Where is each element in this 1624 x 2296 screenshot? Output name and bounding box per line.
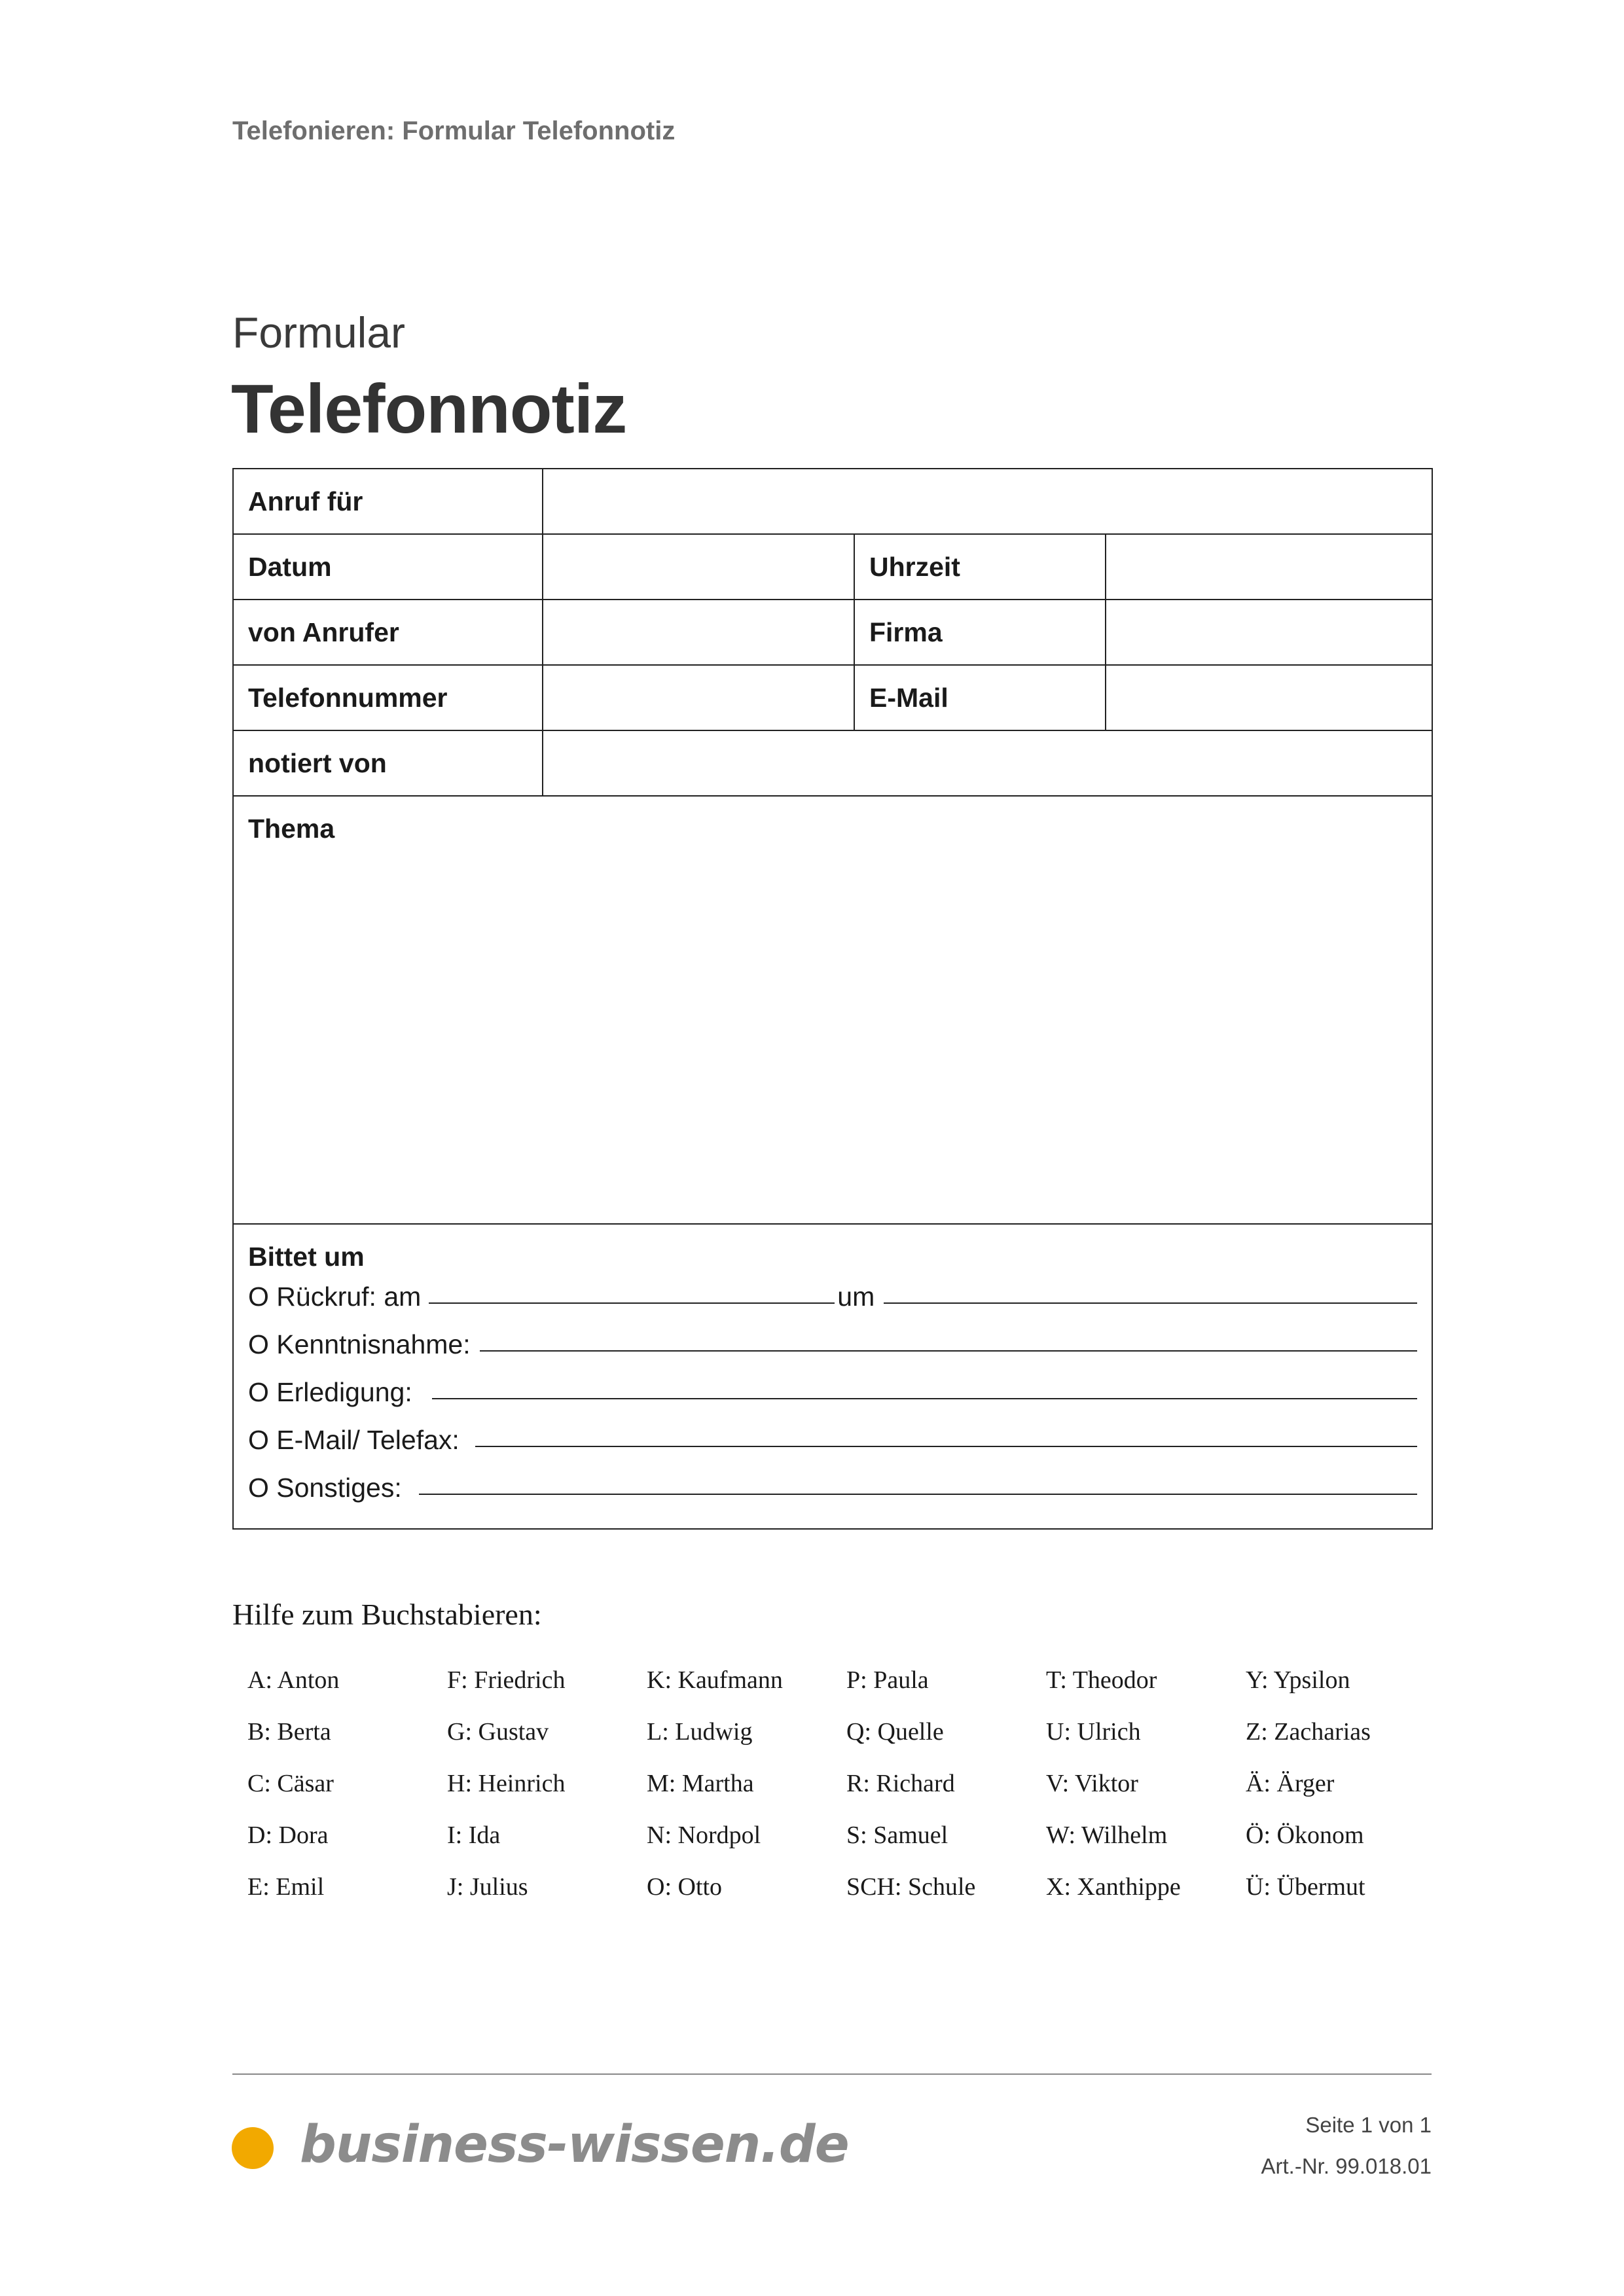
- bittet-um-label: Bittet um: [248, 1242, 365, 1272]
- rueckruf-um-label: um: [837, 1282, 875, 1312]
- sonstiges-line[interactable]: [419, 1473, 1417, 1495]
- telefonnotiz-form: [232, 468, 1433, 1530]
- spelling-entry: Q: Quelle: [846, 1718, 944, 1746]
- firma-field[interactable]: [1106, 600, 1432, 665]
- spelling-entry: J: Julius: [447, 1873, 528, 1901]
- rueckruf-time-line[interactable]: [884, 1282, 1417, 1304]
- spelling-entry: Ü: Übermut: [1246, 1873, 1365, 1901]
- spelling-alphabet-grid: [247, 1666, 1445, 1924]
- spelling-entry: Y: Ypsilon: [1246, 1666, 1350, 1694]
- option-sonstiges[interactable]: [248, 1473, 1417, 1520]
- footer-divider: [232, 2073, 1432, 2075]
- spelling-entry: L: Ludwig: [647, 1718, 753, 1746]
- spelling-entry: N: Nordpol: [647, 1821, 761, 1849]
- spelling-entry: Ä: Ärger: [1246, 1770, 1335, 1797]
- kenntnisnahme-line[interactable]: [480, 1329, 1417, 1352]
- page-number: Seite 1 von 1: [1305, 2113, 1432, 2137]
- spelling-entry: F: Friedrich: [447, 1666, 566, 1694]
- telefonnummer-label: Telefonnummer: [233, 665, 543, 730]
- logo-text: business-wissen.de: [300, 2115, 849, 2174]
- option-erledigung[interactable]: [248, 1377, 1417, 1425]
- uhrzeit-label: Uhrzeit: [854, 534, 1106, 600]
- telefonnummer-field[interactable]: [543, 665, 854, 730]
- document-subtitle: Formular: [232, 308, 406, 357]
- spelling-entry: M: Martha: [647, 1770, 754, 1797]
- email-field[interactable]: [1106, 665, 1432, 730]
- spelling-entry: I: Ida: [447, 1821, 501, 1849]
- spelling-entry: B: Berta: [247, 1718, 331, 1746]
- spelling-entry: E: Emil: [247, 1873, 325, 1901]
- email-telefax-line[interactable]: [475, 1425, 1417, 1447]
- spelling-entry: SCH: Schule: [846, 1873, 976, 1901]
- spelling-entry: D: Dora: [247, 1821, 329, 1849]
- spelling-entry: R: Richard: [846, 1770, 955, 1797]
- form-row-bittet-um: [233, 1224, 1432, 1529]
- spelling-entry: V: Viktor: [1046, 1770, 1138, 1797]
- erledigung-label: O Erledigung:: [248, 1377, 412, 1407]
- spelling-entry: C: Cäsar: [247, 1770, 334, 1797]
- spelling-entry: A: Anton: [247, 1666, 340, 1694]
- form-row-datum: [233, 534, 1432, 600]
- form-row-thema: [233, 796, 1432, 1224]
- spelling-help-title: Hilfe zum Buchstabieren:: [232, 1598, 542, 1631]
- von-anrufer-label: von Anrufer: [233, 600, 543, 665]
- bittet-um-section: [233, 1224, 1432, 1529]
- spelling-entry: U: Ulrich: [1046, 1718, 1141, 1746]
- firma-label: Firma: [854, 600, 1106, 665]
- spelling-entry: W: Wilhelm: [1046, 1821, 1168, 1849]
- email-telefax-label: O E-Mail/ Telefax:: [248, 1425, 460, 1455]
- erledigung-line[interactable]: [432, 1377, 1417, 1399]
- logo-dot-icon: [232, 2127, 274, 2169]
- form-row-anrufer: [233, 600, 1432, 665]
- notiert-von-label: notiert von: [233, 730, 543, 796]
- form-row-notiert-von: [233, 730, 1432, 796]
- spelling-entry: S: Samuel: [846, 1821, 948, 1849]
- form-row-anruf-fuer: [233, 469, 1432, 534]
- datum-field[interactable]: [543, 534, 854, 600]
- anruf-fuer-label: Anruf für: [233, 469, 543, 534]
- spelling-entry: X: Xanthippe: [1046, 1873, 1181, 1901]
- option-email-telefax[interactable]: [248, 1425, 1417, 1473]
- spelling-entry: Z: Zacharias: [1246, 1718, 1371, 1746]
- spelling-entry: K: Kaufmann: [647, 1666, 783, 1694]
- rueckruf-label: O Rückruf: am: [248, 1282, 422, 1312]
- sonstiges-label: O Sonstiges:: [248, 1473, 402, 1503]
- anruf-fuer-field[interactable]: [543, 469, 1432, 534]
- datum-label: Datum: [233, 534, 543, 600]
- thema-field[interactable]: [233, 796, 1432, 1224]
- option-kenntnisnahme[interactable]: [248, 1329, 1417, 1377]
- page-info: [1261, 2104, 1432, 2187]
- spelling-entry: O: Otto: [647, 1873, 723, 1901]
- von-anrufer-field[interactable]: [543, 600, 854, 665]
- form-row-telefon: [233, 665, 1432, 730]
- header-title: Telefonieren: Formular Telefonnotiz: [232, 117, 676, 145]
- thema-label: Thema: [248, 814, 335, 844]
- document-title: Telefonnotiz: [231, 370, 627, 448]
- uhrzeit-field[interactable]: [1106, 534, 1432, 600]
- spelling-entry: Ö: Ökonom: [1246, 1821, 1364, 1849]
- option-rueckruf[interactable]: [248, 1282, 1417, 1329]
- spelling-entry: P: Paula: [846, 1666, 929, 1694]
- spelling-entry: G: Gustav: [447, 1718, 549, 1746]
- notiert-von-field[interactable]: [543, 730, 1432, 796]
- spelling-entry: H: Heinrich: [447, 1770, 566, 1797]
- kenntnisnahme-label: O Kenntnisnahme:: [248, 1329, 471, 1359]
- article-number: Art.-Nr. 99.018.01: [1261, 2154, 1432, 2178]
- rueckruf-date-line[interactable]: [429, 1282, 835, 1304]
- email-label: E-Mail: [854, 665, 1106, 730]
- spelling-entry: T: Theodor: [1046, 1666, 1157, 1694]
